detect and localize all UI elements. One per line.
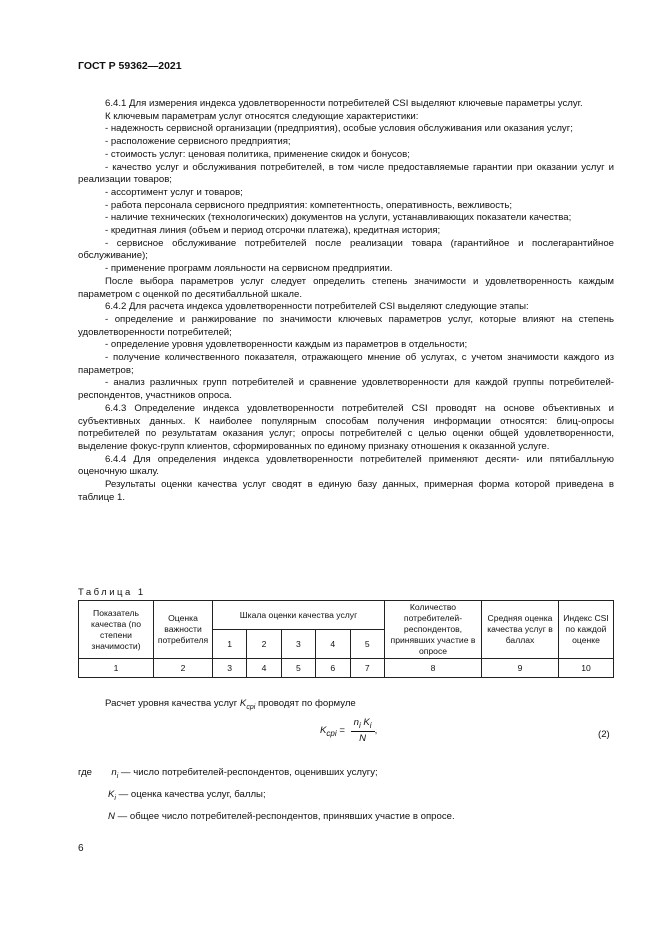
list-item: - наличие технических (технологических) документов на услуги, устанавливающих показатели качества;	[105, 212, 572, 224]
list-item: - определение и ранжирование по значимости ключевых параметров услуг, которые влияют на степень удовлетворенности потребителей;	[78, 313, 614, 338]
list-item: - сервисное обслуживание потребителей после реализации товара (гарантийное и послегарантийное обслуживание);	[78, 237, 614, 262]
table-cell: 3	[213, 659, 247, 678]
page-number: 6	[78, 843, 84, 854]
scale-cell: 1	[213, 630, 247, 659]
paragraph: 6.4.2 Для расчета индекса удовлетворенности потребителей CSI выделяют следующие этапы:	[105, 301, 529, 313]
where-label: где	[78, 767, 93, 778]
formula-denominator: N	[359, 732, 367, 744]
header-cell: Средняя оценка качества услуг в баллах	[482, 601, 559, 659]
where-description: — оценка качества услуг, баллы;	[115, 788, 266, 800]
where-row	[78, 786, 455, 808]
list-item: - определение уровня удовлетворенности каждым из параметров в отдельности;	[105, 339, 468, 351]
paragraph: 6.4.4 Для определения индекса удовлетворенности потребителей применяют десяти- или пятибалльную оценочную шкалу.	[78, 453, 614, 478]
table-cell: 2	[154, 659, 213, 678]
formula-intro-variable: $K_{срi}$	[239, 698, 256, 711]
table-cell: 6	[316, 659, 350, 678]
table-cell: 1	[79, 659, 154, 678]
equation-number: (2)	[598, 729, 610, 740]
header-cell: Оценка важности потребителя	[154, 601, 213, 659]
table-row	[79, 659, 614, 678]
list-item: - применение программ лояльности на сервисном предприятии.	[105, 263, 393, 275]
table-cell: 8	[385, 659, 482, 678]
where-description: — общее число потребителей-респондентов, принявших участие в опросе.	[114, 810, 455, 822]
formula-equals: =	[339, 724, 345, 736]
paragraph: 6.4.3 Определение индекса удовлетворенности потребителей CSI проводят на основе объективных и субъективных данных. К наиболее популярным способам получения информации относятся: блиц-опросы потребителей по результатам оказания услуг; опросы потребителей с целью оценки общей удовлетворенности, выделение фокус-групп клиентов, сформированных по единому признаку отношения к оказанной услуге.	[78, 402, 614, 452]
formula-intro-text: Расчет уровня качества услуг	[105, 698, 238, 709]
formula-fraction	[351, 717, 375, 744]
list-item: - кредитная линия (объем и период отсрочки платежа), кредитная история;	[105, 225, 441, 237]
formula-numerator: $n_i$ $K_i$	[351, 717, 375, 732]
table-caption: Таблица 1	[78, 587, 146, 598]
formula-comma: ,	[374, 724, 378, 736]
body-text	[78, 98, 614, 505]
paragraph: После выбора параметров услуг следует определить степень значимости и удовлетворенность каждым параметром с оценкой по десятибалльной шкале.	[78, 275, 614, 300]
where-row	[78, 764, 455, 786]
paragraph: К ключевым параметрам услуг относятся следующие характеристики:	[105, 110, 419, 122]
formula	[320, 717, 377, 744]
scale-cell: 4	[316, 630, 350, 659]
where-block	[78, 764, 455, 826]
document-code-header: ГОСТ Р 59362—2021	[78, 60, 182, 72]
header-cell-scale: Шкала оценки качества услуг	[213, 601, 385, 630]
scale-cell: 3	[281, 630, 315, 659]
table-cell: 4	[247, 659, 281, 678]
list-item: - ассортимент услуг и товаров;	[105, 186, 243, 198]
list-item: - качество услуг и обслуживания потребителей, в том числе предоставляемые гарантии при оказании услуг и реализации товаров;	[78, 161, 614, 186]
paragraph: Результаты оценки качества услуг сводят в единую базу данных, примерная форма которой приведена в таблице 1.	[78, 479, 614, 503]
where-symbol: $K_i$	[108, 788, 116, 802]
scale-cell: 5	[350, 630, 385, 659]
list-item: - получение количественного показателя, отражающего мнение об услугах, с учетом значимости каждого из параметров;	[78, 352, 614, 376]
list-item: - анализ различных групп потребителей и сравнение удовлетворенности для каждой группы потребителей-респондентов, участников опроса.	[78, 377, 614, 402]
table-cell: 9	[482, 659, 559, 678]
formula-intro-tail: проводят по формуле	[257, 698, 356, 709]
list-item: - расположение сервисного предприятия;	[105, 136, 291, 148]
table-header-row	[79, 601, 614, 630]
scale-cell: 2	[247, 630, 281, 659]
header-cell: Индекс CSI по каждой оценке	[559, 601, 614, 659]
table-cell: 7	[350, 659, 385, 678]
table-1	[78, 600, 614, 678]
where-description: — число потребителей-респондентов, оценивших услугу;	[118, 767, 378, 778]
list-item: - стоимость услуг: ценовая политика, применение скидок и бонусов;	[105, 148, 410, 160]
table-cell: 5	[281, 659, 315, 678]
where-symbol: N	[108, 810, 115, 822]
list-item: - надежность сервисной организации (предприятия), особые условия обслуживания или оказания услуг;	[105, 123, 573, 135]
header-cell: Количество потребителей-респондентов, принявших участие в опросе	[385, 601, 482, 659]
where-row	[78, 808, 455, 826]
table-cell: 10	[559, 659, 614, 678]
paragraph: 6.4.1 Для измерения индекса удовлетворенности потребителей CSI выделяют ключевые параметры услуг.	[105, 98, 583, 109]
list-item: - работа персонала сервисного предприятия: компетентность, оперативность, вежливость;	[105, 199, 513, 211]
where-symbol: $n_i$	[111, 767, 119, 780]
header-cell: Показатель качества (по степени значимости)	[79, 601, 154, 659]
formula-lhs: $K_{срi}$	[320, 724, 337, 738]
formula-intro	[105, 698, 356, 711]
